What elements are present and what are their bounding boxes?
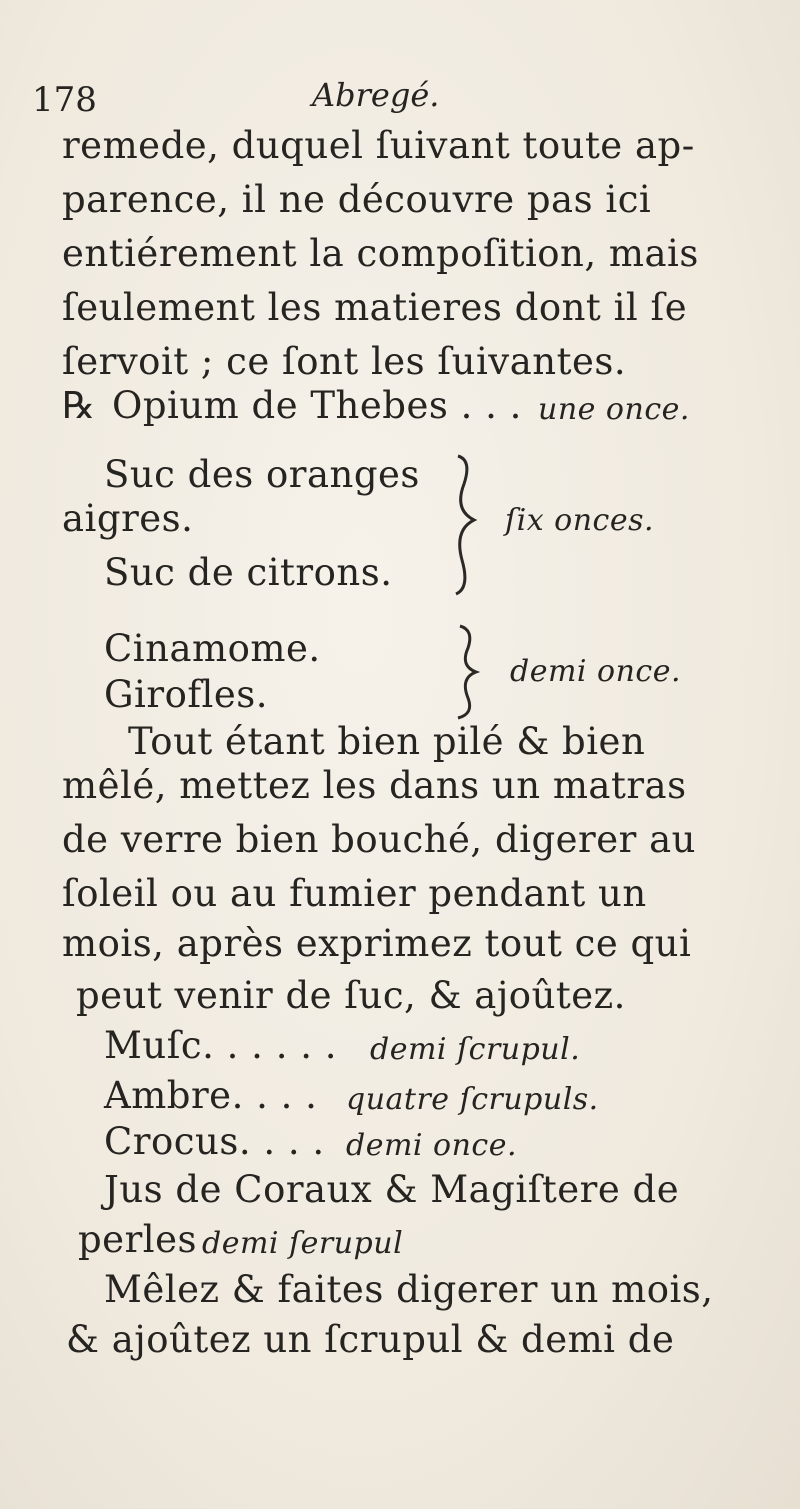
recipe-amount: demi once. — [346, 1128, 518, 1163]
text-line: remede, duquel ſuivant toute ap- — [62, 124, 695, 167]
text-line: ſeulement les matieres dont il ſe — [62, 286, 688, 329]
text-line: de verre bien bouché, digerer au — [62, 818, 696, 861]
text-line: Tout étant bien pilé & bien — [128, 720, 646, 763]
running-title: Abregé. — [312, 76, 440, 114]
recipe-amount: une once. — [538, 392, 690, 427]
group-item: Suc des oranges — [104, 453, 420, 496]
text-line: ſoleil ou au fumier pendant un — [62, 872, 647, 915]
text-line: Mêlez & faites digerer un mois, — [104, 1268, 714, 1311]
right-brace-icon — [440, 450, 490, 600]
recipe-amount: demi ſerupul — [202, 1226, 404, 1261]
group-item: Girofles. — [104, 673, 269, 716]
text-line: entiérement la compoſition, mais — [62, 232, 699, 275]
text-line: perles — [78, 1218, 197, 1261]
page-number: 178 — [32, 80, 97, 120]
recipe-ingredient: Ambre. . . . — [104, 1074, 318, 1117]
text-line: ſervoit ; ce ſont les ſuivantes. — [62, 340, 627, 383]
recipe-ingredient: Crocus. . . . — [104, 1120, 325, 1163]
text-line: mêlé, mettez les dans un matras — [62, 764, 687, 807]
recipe-amount: demi ſcrupul. — [370, 1032, 581, 1067]
text-line: & ajoûtez un ſcrupul & demi de — [66, 1318, 675, 1361]
group-item: Suc de citrons. — [104, 551, 393, 594]
group-amount: demi once. — [510, 654, 682, 689]
group-item: aigres. — [62, 497, 194, 540]
group-item: Cinamome. — [104, 627, 321, 670]
text-line: Jus de Coraux & Magiſtere de — [104, 1168, 680, 1211]
right-brace-icon — [448, 622, 488, 722]
text-line: parence, il ne découvre pas ici — [62, 178, 652, 221]
recipe-symbol: ℞ — [62, 384, 96, 427]
recipe-ingredient: Opium de Thebes . . . — [112, 384, 522, 427]
group-amount: ſix onces. — [505, 503, 655, 538]
recipe-ingredient: Muſc. . . . . . — [104, 1024, 338, 1067]
text-line: peut venir de ſuc, & ajoûtez. — [76, 974, 626, 1017]
recipe-amount: quatre ſcrupuls. — [346, 1082, 599, 1117]
text-line: mois, après exprimez tout ce qui — [62, 922, 692, 965]
